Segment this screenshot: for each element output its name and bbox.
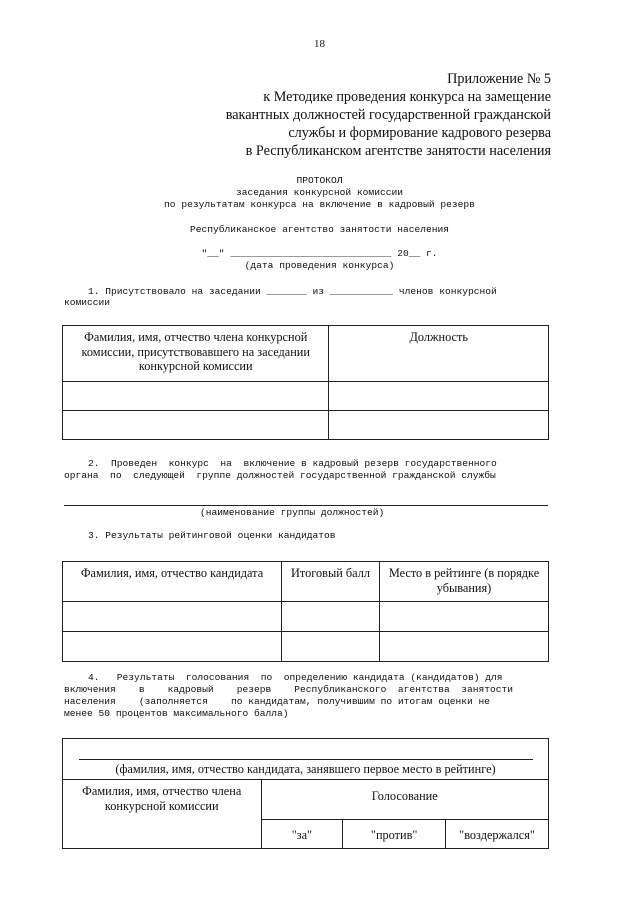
rating-table [62, 561, 549, 662]
table-cell [380, 632, 549, 662]
section-2-caption: (наименование группы должностей) [200, 507, 385, 518]
voting-table [62, 738, 549, 849]
protocol-subtitle: заседания конкурсной комиссии [236, 187, 403, 198]
agency-name: Республиканское агентство занятости населения [189, 224, 450, 235]
appendix-line: службы и формирование кадрового резерва [288, 125, 551, 141]
date-caption: (дата проведения конкурса) [244, 260, 395, 271]
page-number: 18 [314, 38, 325, 50]
candidate-caption-cell [63, 739, 549, 780]
blank-line [79, 759, 533, 760]
table-header: Место в рейтинге (в порядке убывания) [380, 562, 549, 602]
table-header: Фамилия, имя, отчество члена конкурсной комиссии, присутствовавшего на заседании конкурсной комиссии [63, 326, 329, 382]
appendix-line: в Республиканском агентстве занятости населения [245, 143, 551, 159]
appendix-line: к Методике проведения конкурса на замещение [263, 89, 551, 105]
table-cell [329, 382, 549, 411]
section-4-text: менее 50 процентов максимального балла) [64, 708, 289, 719]
table-cell [329, 411, 549, 440]
table-cell [63, 602, 282, 632]
table-header: Голосование [261, 780, 549, 820]
appendix-title: Приложение № 5 [447, 71, 551, 87]
table-header: Должность [329, 326, 549, 382]
vote-abstain-header: "воздержался" [446, 820, 549, 849]
section-2-text: 2. Проведен конкурс на включение в кадровый резерв государственного [88, 458, 497, 469]
protocol-title: ПРОТОКОЛ [296, 175, 343, 186]
candidate-caption: (фамилия, имя, отчество кандидата, занявшего первое место в рейтинге) [115, 762, 496, 776]
section-1-text: комиссии [64, 297, 111, 308]
section-4-text: 4. Результаты голосования по определению кандидата (кандидатов) для [88, 672, 503, 683]
table-header: Фамилия, имя, отчество кандидата [63, 562, 282, 602]
table-cell [282, 632, 380, 662]
table-cell [63, 632, 282, 662]
section-4-text: включения в кадровый резерв Республиканского агентства занятости [64, 684, 514, 695]
attendees-table [62, 325, 549, 440]
protocol-subtitle: по результатам конкурса на включение в кадровый резерв [164, 199, 475, 210]
table-header: Фамилия, имя, отчество члена конкурсной комиссии [63, 780, 262, 849]
section-1-text: 1. Присутствовало на заседании _______ из ___________ членов конкурсной [88, 286, 497, 297]
table-cell [380, 602, 549, 632]
table-cell [63, 411, 329, 440]
section-4-text: населения (заполняется по кандидатам, получившим по итогам оценки не [64, 696, 491, 707]
section-2-text: органа по следующей группе должностей государственной гражданской службы [64, 470, 496, 481]
vote-for-header: "за" [261, 820, 343, 849]
table-header: Итоговый балл [282, 562, 380, 602]
blank-line [64, 505, 548, 506]
vote-against-header: "против" [343, 820, 446, 849]
section-3-text: 3. Результаты рейтинговой оценки кандидатов [88, 530, 336, 541]
date-line: "__" ____________________________ 20__ г. [201, 248, 438, 259]
table-cell [282, 602, 380, 632]
appendix-line: вакантных должностей государственной гражданской [225, 107, 551, 123]
table-cell [63, 382, 329, 411]
